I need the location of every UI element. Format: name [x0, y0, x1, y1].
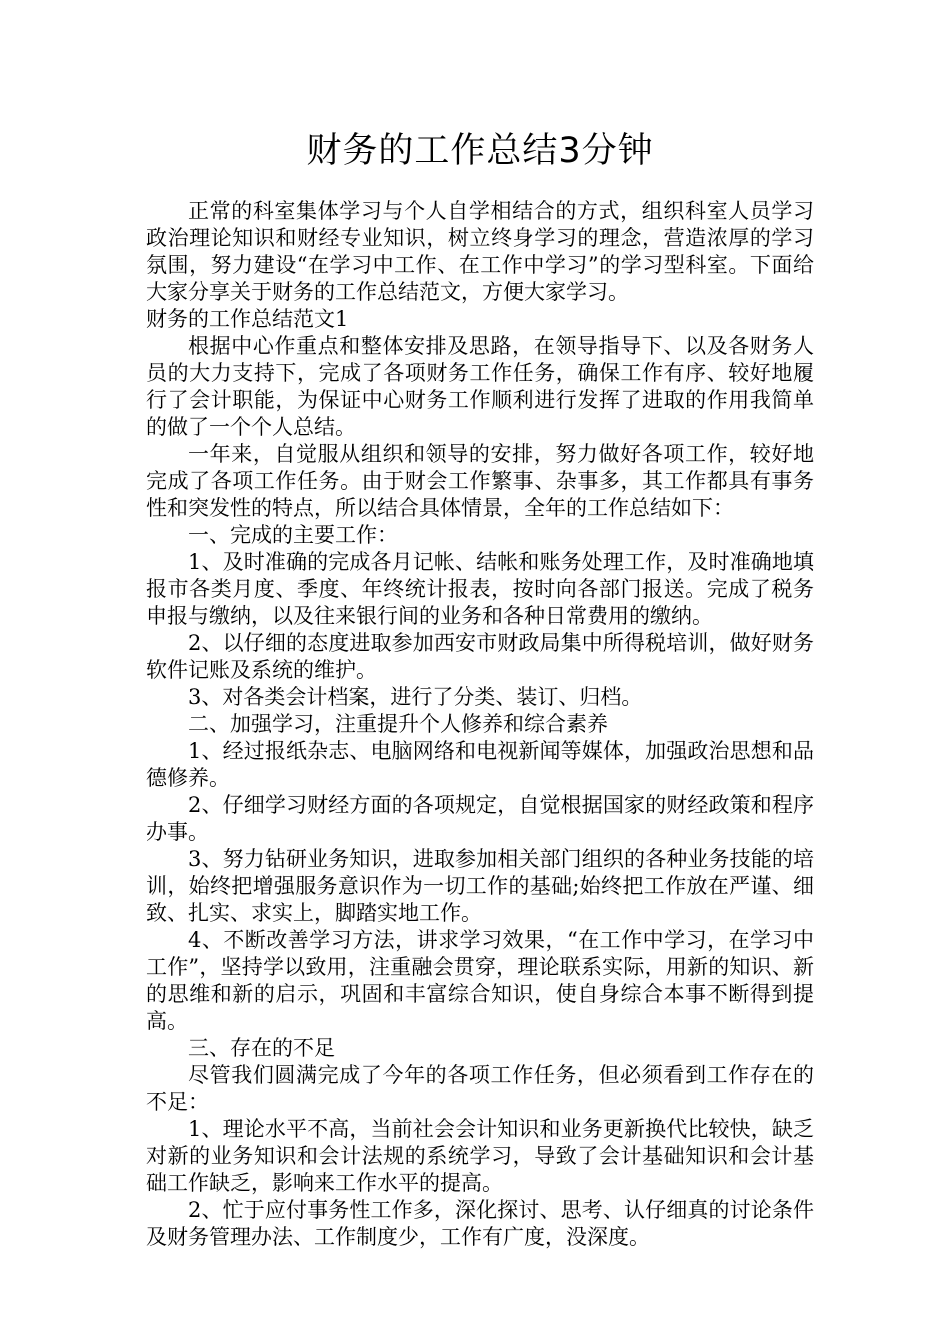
document-body	[146, 198, 814, 1251]
paragraph: 二、加强学习，注重提升个人修养和综合素养	[188, 712, 608, 736]
paragraph: 1、理论水平不高，当前社会会计知识和业务更新换代比较快，缺乏对新的业务知识和会计法规的系统学习，导致了会计基础知识和会计基础工作缺乏，影响来工作水平的提高。	[146, 1117, 814, 1195]
paragraph: 2、以仔细的态度进取参加西安市财政局集中所得税培训，做好财务软件记账及系统的维护。	[146, 631, 814, 682]
paragraph: 2、仔细学习财经方面的各项规定，自觉根据国家的财经政策和程序办事。	[146, 793, 814, 844]
paragraph: 一年来，自觉服从组织和领导的安排，努力做好各项工作，较好地完成了各项工作任务。由于财会工作繁事、杂事多，其工作都具有事务性和突发性的特点，所以结合具体情景，全年的工作总结如下：	[146, 442, 814, 520]
paragraph: 正常的科室集体学习与个人自学相结合的方式，组织科室人员学习政治理论知识和财经专业知识，树立终身学习的理念，营造浓厚的学习氛围，努力建设“在学习中工作、在工作中学习”的学习型科室。下面给大家分享关于财务的工作总结范文，方便大家学习。	[146, 199, 814, 304]
paragraph: 3、努力钻研业务知识，进取参加相关部门组织的各种业务技能的培训，始终把增强服务意识作为一切工作的基础;始终把工作放在严谨、细致、扎实、求实上，脚踏实地工作。	[146, 847, 814, 925]
paragraph: 4、不断改善学习方法，讲求学习效果，“在工作中学习，在学习中工作”，坚持学以致用，注重融会贯穿，理论联系实际，用新的知识、新的思维和新的启示，巩固和丰富综合知识，使自身综合本事不断得到提高。	[146, 928, 814, 1033]
paragraph: 2、忙于应付事务性工作多，深化探讨、思考、认仔细真的讨论条件及财务管理办法、工作制度少，工作有广度，没深度。	[146, 1198, 814, 1249]
paragraph: 1、经过报纸杂志、电脑网络和电视新闻等媒体，加强政治思想和品德修养。	[146, 739, 814, 790]
document-page	[146, 128, 814, 1251]
paragraph: 尽管我们圆满完成了今年的各项工作任务，但必须看到工作存在的不足：	[146, 1063, 814, 1114]
paragraph: 3、对各类会计档案，进行了分类、装订、归档。	[188, 685, 643, 709]
paragraph: 财务的工作总结范文1	[146, 307, 349, 331]
document-title: 财务的工作总结3分钟	[306, 131, 654, 171]
paragraph: 根据中心作重点和整体安排及思路，在领导指导下、以及各财务人员的大力支持下，完成了各项财务工作任务，确保工作有序、较好地履行了会计职能，为保证中心财务工作顺利进行发挥了进取的作用我简单的做了一个个人总结。	[146, 334, 814, 439]
paragraph: 三、存在的不足	[188, 1036, 335, 1060]
paragraph: 1、及时准确的完成各月记帐、结帐和账务处理工作，及时准确地填报市各类月度、季度、年终统计报表，按时向各部门报送。完成了税务申报与缴纳，以及往来银行间的业务和各种日常费用的缴纳。	[146, 550, 814, 628]
paragraph: 一、完成的主要工作：	[188, 523, 398, 547]
